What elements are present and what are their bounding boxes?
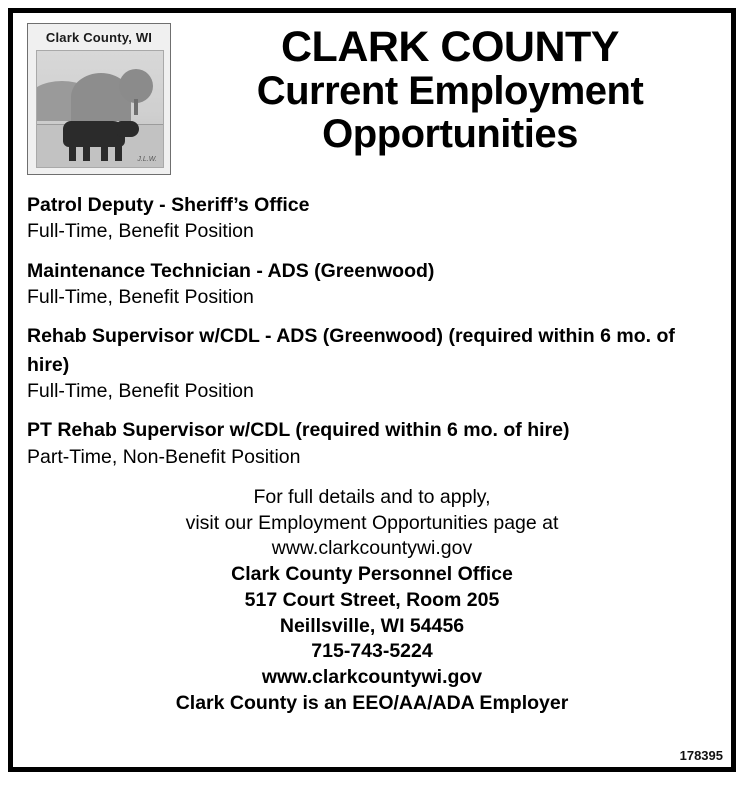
job-detail: Full-Time, Benefit Position [27,379,254,402]
artist-signature: J.L.W. [137,156,157,163]
footer-street-address: 517 Court Street, Room 205 [244,588,500,611]
job-title: Maintenance Technician - ADS (Greenwood) [27,259,435,282]
ad-title-block [183,23,717,156]
contact-footer [27,485,717,717]
cow-leg-shape [115,143,122,161]
footer-apply-line-1: For full details and to apply, [253,485,491,508]
title-line-opportunities: Opportunities [322,111,578,156]
footer-city-state-zip: Neillsville, WI 54456 [279,614,465,637]
cow-head-shape [117,121,139,137]
job-title: Patrol Deputy - Sheriff’s Office [27,194,310,216]
job-detail: Full-Time, Benefit Position [27,285,254,308]
footer-apply-line-2: visit our Employment Opportunities page at [185,511,559,534]
cow-leg-shape [69,143,76,161]
tree-trunk-shape [134,99,138,115]
job-title: PT Rehab Supervisor w/CDL (required within 6 mo. of hire) [27,419,570,442]
job-detail: Part-Time, Non-Benefit Position [27,445,301,468]
clark-county-logo [27,23,171,175]
job-listings [27,191,717,469]
pasture-scene-icon [36,50,164,168]
footer-eeo-statement: Clark County is an EEO/AA/ADA Employer [175,691,569,714]
cow-leg-shape [101,143,108,161]
cow-leg-shape [83,143,90,161]
job-listing-item [27,416,717,469]
footer-website-link[interactable]: www.clarkcountywi.gov [271,537,473,560]
footer-website-link-2[interactable]: www.clarkcountywi.gov [261,666,483,689]
advertisement-content [13,13,731,767]
title-line-current-employment: Current Employment [256,68,644,113]
footer-office-name: Clark County Personnel Office [231,563,513,586]
job-detail: Full-Time, Benefit Position [27,220,254,243]
reference-number: 178395 [679,748,723,763]
logo-caption: Clark County, WI [45,30,153,45]
ad-header [27,23,717,175]
job-listing-item [27,257,717,310]
job-title: Rehab Supervisor w/CDL - ADS (Greenwood) (required within 6 mo. of hire) [27,325,675,376]
tree-icon [119,69,153,103]
title-line-county: CLARK COUNTY [281,23,619,71]
job-listing-item [27,191,717,244]
advertisement-frame [8,8,736,772]
footer-phone-number[interactable]: 715-743-5224 [311,640,433,663]
job-listing-item [27,322,717,403]
